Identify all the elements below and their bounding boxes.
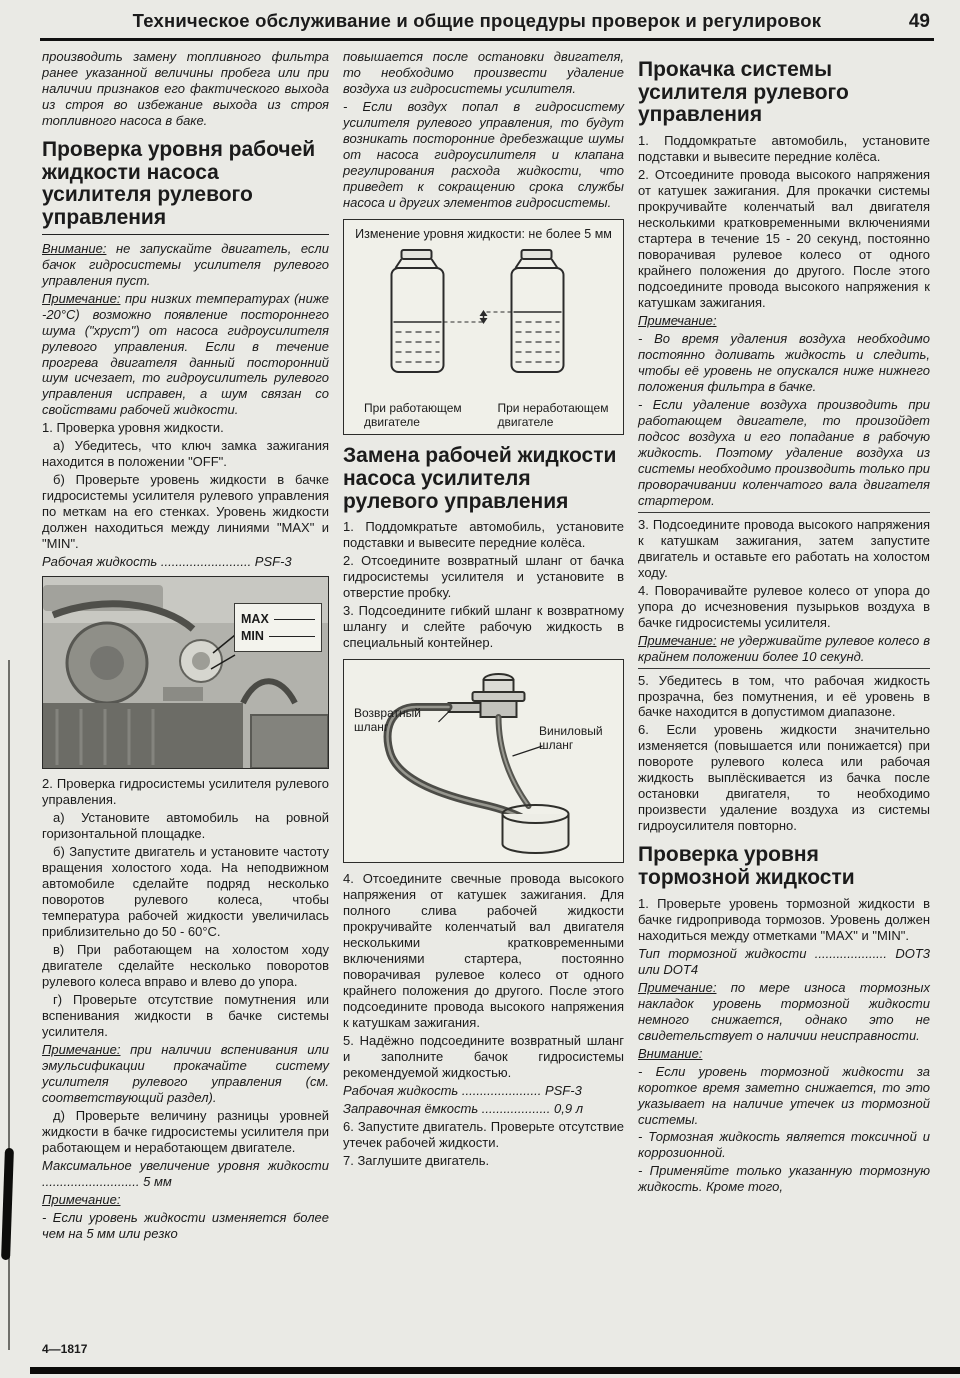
note-label-paragraph: [638, 313, 930, 329]
step-item: 4. Отсоедините свечные провода высокого напряжения от катушек зажигания. Для полного слива рабочей жидкости прокручивайте коленчатый вал двигателя несколькими кратковременными включениями стартера, постоянно поворачивая рулевое колесо от одного крайнего положения до другого. После этого подсоедините провода высокого напряжения к катушкам зажигания.: [343, 871, 624, 1030]
note-dash-item: - Если уровень жидкости изменяется более чем на 5 мм или резко: [42, 1209, 329, 1241]
min-pointer-line: [269, 636, 315, 637]
engine-bay-photo: [42, 576, 329, 769]
vinyl-hose-label: Виниловый шланг: [539, 724, 603, 753]
caption-stopped-engine: При неработающем двигателе: [497, 400, 609, 429]
note-label: Примечание:: [42, 290, 121, 306]
step-subitem: г) Проверьте отсутствие помутнения или вспенивания жидкости в бачке системы усилителя.: [42, 992, 329, 1040]
photo-max-min-callout: [234, 603, 322, 652]
step-item: 2. Отсоедините возвратный шланг от бачка гидросистемы усилителя и установите в отверстие пробку.: [343, 553, 624, 601]
page-header-title: Техническое обслуживание и общие процедуры проверок и регулировок: [132, 10, 822, 31]
column-middle: [343, 49, 624, 1244]
edition-mark: 4—1817: [42, 1342, 88, 1356]
note-text: при наличии вспенивания или эмульсификации прокачайте систему усилителя рулевого управления (см. соответствующий раздел).: [42, 1042, 329, 1105]
warning-label: Внимание:: [638, 1045, 703, 1061]
note-label: Примечание:: [638, 632, 717, 648]
min-mark-label: MIN: [241, 629, 264, 644]
step-subitem: д) Проверьте величину разницы уровней жидкости в бачке гидросистемы усилителя при работающем и неработающем двигателе.: [42, 1107, 329, 1155]
step-item: 7. Заглушите двигатель.: [343, 1152, 490, 1168]
hose-diagram: [348, 664, 619, 858]
spec-line-fluid-type: Рабочая жидкость ...................... PSF-3: [343, 1082, 582, 1098]
reservoir-diagram: [350, 244, 617, 396]
page-header: [0, 0, 960, 35]
column-right: [638, 49, 930, 1244]
step-item: 1. Поддомкратьте автомобиль, установите подставки и вывесите передние колёса.: [638, 133, 930, 164]
step-item: 1. Поддомкратьте автомобиль, установите подставки и вывесите передние колёса.: [343, 519, 624, 551]
note-dash-item: - Если удаление воздуха производить при работающем двигателе, то произойдет подсос воздуха и его попадание в рабочую жидкость. Поэтому удаление воздуха из системы необходимо производить только при проворачивании коленчатого вала двигателя стартером.: [638, 397, 930, 513]
note-text: при низких температурах (ниже -20°С) возможно появление постороннего шума ("хруст") от насоса гидроусилителя рулевого управления. Если в течение прогрева двигателя данный посторонний шум исчезает, то гидроусилитель рулевого управления исправен, а шум связан со свойствами рабочей жидкости.: [42, 290, 329, 418]
drain-hose-figure: [343, 659, 624, 863]
max-pointer-line: [274, 619, 315, 620]
step-item: 5. Убедитесь в том, что рабочая жидкость прозрачна, без помутнения, и её уровень в бачке находится в допустимом диапазоне.: [638, 672, 930, 720]
step-item: 3. Подсоедините провода высокого напряжения к катушкам зажигания, затем запустите двигатель и оставьте его работать на холостом ходу.: [638, 516, 930, 580]
min-mark-row: [241, 629, 315, 643]
continued-paragraph: производить замену топливного фильтра ранее указанной величины пробега или при наличии признаков его фактического выхода из строя во избежание выхода из строя топливного насоса в баке.: [42, 49, 329, 128]
step-item: 1. Проверьте уровень тормозной жидкости в бачке гидропривода тормозов. Уровень должен находиться между отметками "MAX" и "MIN".: [638, 895, 930, 943]
max-mark-label: MAX: [241, 612, 269, 627]
scan-bottom-edge: [30, 1367, 960, 1374]
note-label-paragraph: [42, 1192, 329, 1208]
step-item: 3. Подсоедините гибкий шланг к возвратному шлангу и слейте рабочую жидкость в специальный контейнер.: [343, 603, 624, 651]
note-text: по мере износа тормозных накладок уровень тормозной жидкости немного снижается, однако это не свидетельствует о наличии неисправности.: [638, 979, 930, 1043]
note-label: Примечание:: [638, 312, 717, 328]
note-text: не удерживайте рулевое колесо в крайнем положении более 10 секунд.: [638, 632, 930, 664]
caption-running-engine: При работающем двигателе: [364, 400, 462, 429]
note-label: Примечание:: [638, 979, 717, 995]
note-paragraph: [638, 980, 930, 1044]
spec-line-max-level-change: Максимальное увеличение уровня жидкости ........................... 5 мм: [42, 1157, 329, 1189]
note-paragraph: [42, 1042, 329, 1106]
note-dash-item: - Если воздух попал в гидросистему усилителя рулевого управления, то будут возникать посторонние дребезжащие шумы от насоса гидроусилителя и клапана регулирования расхода жидкости, что приведет к сокращению срока службы насоса и других элементов гидросистемы.: [343, 98, 624, 210]
step-item: 2. Отсоедините провода высокого напряжения от катушек зажигания. Для прокачки системы прокручивайте коленчатый вал двигателя несколькими кратковременными включениями стартера в течение 15 - 20 секунд, постоянно поворачивая рулевое колесо от одного крайнего положения до другого. После этого подсоедините провода высокого напряжения к катушкам зажигания.: [638, 166, 930, 310]
warning-text: не запускайте двигатель, если бачок гидросистемы усилителя рулевого управления пуст.: [42, 240, 329, 288]
step-item: 1. Проверка уровня жидкости.: [42, 420, 224, 436]
step-subitem: б) Проверьте уровень жидкости в бачке гидросистемы усилителя рулевого управления по меткам на его стенках. Уровень жидкости должен находиться между линиями "MAX" и "MIN".: [42, 472, 329, 552]
content-columns: [0, 41, 960, 1244]
continued-paragraph: повышается после остановки двигателя, то необходимо произвести удаление воздуха из гидросистемы усилителя.: [343, 49, 624, 96]
note-label: Примечание:: [42, 1191, 121, 1207]
warning-dash-item: - Применяйте только указанную тормозную жидкость. Кроме того,: [638, 1163, 930, 1195]
note-paragraph: [638, 633, 930, 669]
step-subitem: а) Установите автомобиль на ровной горизонтальной площадке.: [42, 810, 329, 842]
step-subitem: б) Запустите двигатель и установите частоту вращения холостого хода. На неподвижном автомобиле сделайте подряд несколько поворотов рулевого колеса, чтобы температура рабочей жидкости увеличилась приблизительно до 50 - 60°С.: [42, 844, 329, 940]
spec-line-capacity: Заправочная ёмкость ................... 0,9 л: [343, 1100, 584, 1116]
warning-label-paragraph: [638, 1046, 930, 1062]
warning-paragraph: [42, 241, 329, 289]
section-heading-psf-bleeding: Прокачка системы усилителя рулевого управления: [638, 58, 849, 127]
step-item: 2. Проверка гидросистемы усилителя рулевого управления.: [42, 776, 329, 808]
step-item: 4. Поворачивайте рулевое колесо от упора до упора до исчезновения пузырьков воздуха в бачке гидросистемы усилителя.: [638, 582, 930, 630]
figure-captions: [350, 401, 617, 429]
column-left: [42, 49, 329, 1244]
note-dash-item: - Во время удаления воздуха необходимо постоянно доливать жидкость и следить, чтобы её уровень не опускался ниже нижнего положения фильтра в бачке.: [638, 330, 930, 394]
figure-title: Изменение уровня жидкости: не более 5 мм: [355, 226, 612, 241]
warning-dash-item: - Тормозная жидкость является токсичной и коррозионной.: [638, 1129, 930, 1161]
return-hose-label: Возвратный шланг: [354, 706, 421, 735]
note-paragraph: [42, 291, 329, 419]
warning-dash-item: - Если уровень тормозной жидкости за короткое время заметно снижается, то это указывает на наличие утечек из тормозной системы.: [638, 1063, 930, 1127]
step-subitem: в) При работающем на холостом ходу двигателе сделайте несколько поворотов рулевого колеса вправо и влево до упора.: [42, 942, 329, 990]
section-heading-psf-replacement: Замена рабочей жидкости насоса усилителя рулевого управления: [343, 444, 617, 513]
max-mark-row: [241, 612, 315, 626]
spec-line-brake-fluid-type: Тип тормозной жидкости .................... DOT3 или DOT4: [638, 945, 930, 977]
fluid-level-figure: [343, 219, 624, 435]
warning-label: Внимание:: [42, 240, 107, 256]
step-item: 6. Если уровень жидкости значительно изменяется (повышается или понижается) при повороте рулевого колеса или рабочая жидкость выплёскивается из бачка после остановки двигателя, то необходимо произвести удаление воздуха из системы гидроусилителя повторно.: [638, 722, 930, 834]
spec-line-fluid-type: Рабочая жидкость ......................... PSF-3: [42, 554, 292, 570]
note-label: Примечание:: [42, 1042, 121, 1058]
section-heading-psf-level-check: Проверка уровня рабочей жидкости насоса усилителя рулевого управления: [42, 139, 329, 235]
step-subitem: а) Убедитесь, что ключ замка зажигания находится в положении "OFF".: [42, 438, 329, 470]
step-item: 6. Запустите двигатель. Проверьте отсутствие утечек рабочей жидкости.: [343, 1118, 624, 1150]
step-item: 5. Надёжно подсоедините возвратный шланг и заполните бачок гидросистемы рекомендуемой жидкостью.: [343, 1032, 624, 1080]
section-heading-brake-fluid-check: Проверка уровня тормозной жидкости: [638, 843, 855, 890]
page-number: 49: [908, 11, 930, 32]
